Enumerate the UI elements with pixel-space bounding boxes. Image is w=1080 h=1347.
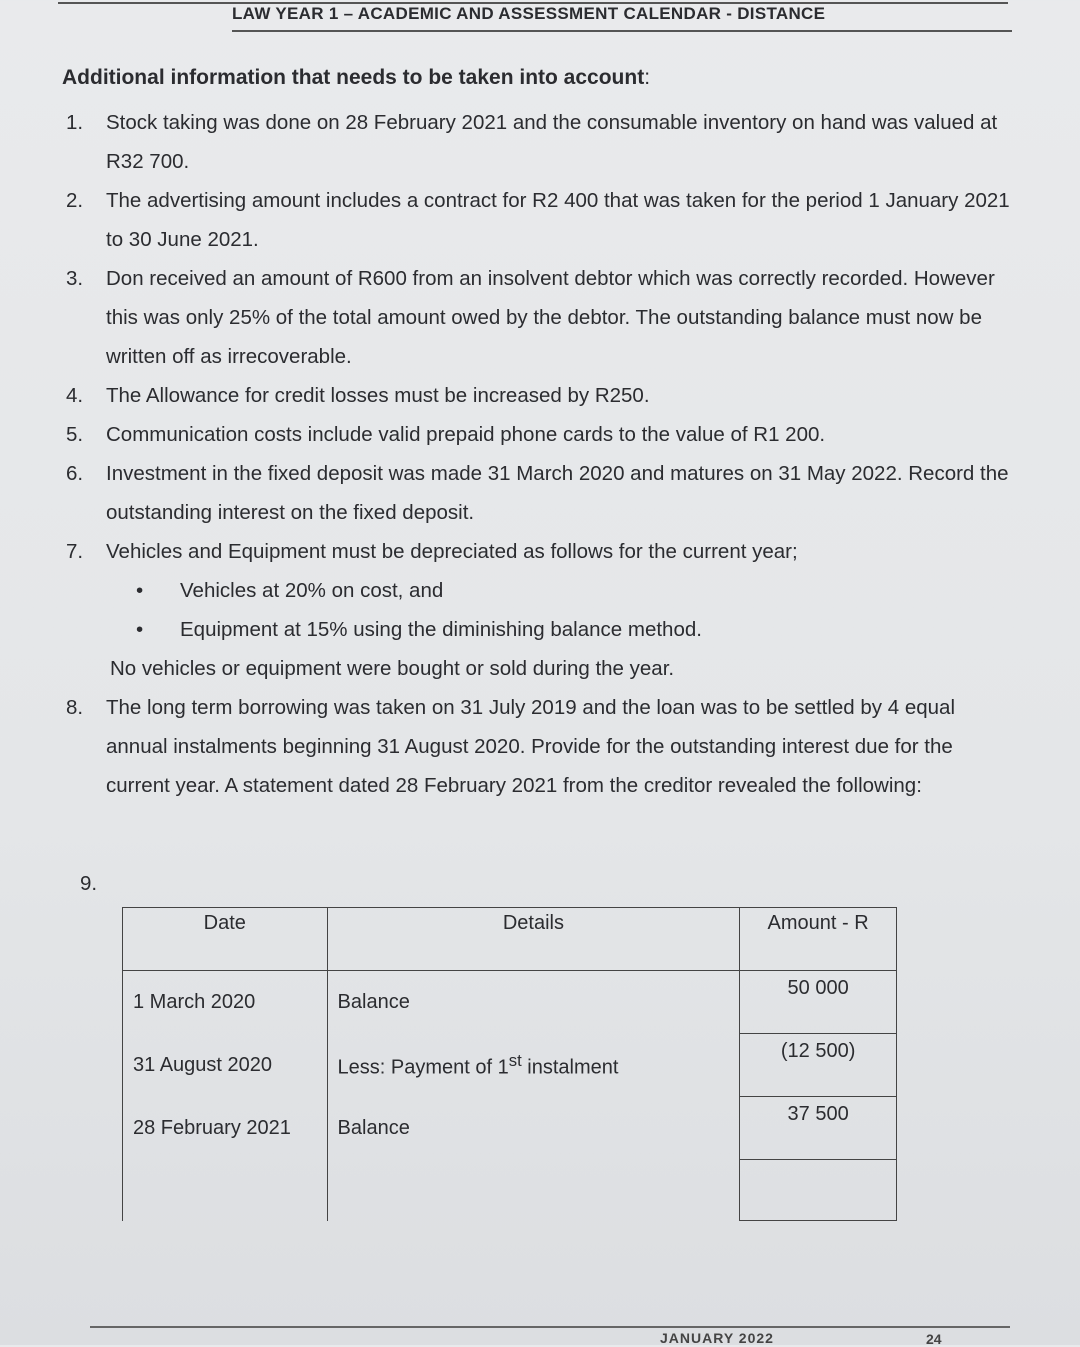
cell-empty bbox=[740, 1160, 897, 1221]
item-text: Investment in the fixed deposit was made 31 March 2020 and matures on 31 May 2022. Record the outstanding interest on the fixed deposit. bbox=[106, 462, 1009, 524]
cell-date: 31 August 2020 bbox=[123, 1034, 328, 1097]
item-text: The advertising amount includes a contract for R2 400 that was taken for the period 1 January 2021 to 30 June 2021. bbox=[106, 189, 1010, 251]
header-details: Details bbox=[327, 908, 740, 971]
item7-note: No vehicles or equipment were bought or sold during the year. bbox=[110, 657, 675, 680]
list-item bbox=[62, 181, 1012, 259]
item-text: The Allowance for credit losses must be increased by R250. bbox=[106, 384, 650, 407]
cell-details: Balance bbox=[327, 971, 740, 1034]
details-text: Less: Payment of 1 bbox=[337, 1056, 509, 1079]
footer-rule bbox=[90, 1326, 1010, 1328]
section-heading bbox=[62, 66, 650, 90]
cell-details bbox=[327, 1034, 740, 1097]
item-text: Vehicles and Equipment must be depreciated as follows for the current year; bbox=[106, 540, 798, 563]
list-item bbox=[62, 415, 1012, 454]
bullet-item bbox=[136, 610, 1012, 649]
cell-details: Balance bbox=[327, 1097, 740, 1160]
item-number: 8. bbox=[66, 696, 84, 719]
information-list bbox=[62, 103, 1012, 805]
list-item bbox=[62, 454, 1012, 532]
bullet-icon: • bbox=[136, 618, 144, 641]
cell-empty bbox=[327, 1160, 740, 1221]
item-text: Communication costs include valid prepaid phone cards to the value of R1 200. bbox=[106, 423, 826, 446]
item-text: Don received an amount of R600 from an insolvent debtor which was correctly recorded. However this was only 25% of the total amount owed by the debtor. The outstanding balance must now be written off as irrecoverable. bbox=[106, 267, 995, 368]
bullet-item bbox=[136, 571, 1012, 610]
table-row bbox=[123, 1097, 897, 1160]
page-number: 24 bbox=[926, 1331, 942, 1347]
cell-amount: 50 000 bbox=[740, 971, 897, 1034]
cell-amount: 37 500 bbox=[740, 1097, 897, 1160]
bullet-text: Vehicles at 20% on cost, and bbox=[180, 579, 444, 602]
bullet-text: Equipment at 15% using the diminishing balance method. bbox=[180, 618, 702, 641]
table-row-empty bbox=[123, 1160, 897, 1221]
footer-date: JANUARY 2022 bbox=[660, 1330, 774, 1346]
header-amount: Amount - R bbox=[740, 908, 897, 971]
header-date: Date bbox=[123, 908, 328, 971]
cell-amount: (12 500) bbox=[740, 1034, 897, 1097]
details-text-end: instalment bbox=[521, 1056, 619, 1079]
table-row bbox=[123, 1034, 897, 1097]
item-number: 2. bbox=[66, 189, 84, 212]
list-item bbox=[62, 532, 1012, 688]
list-item bbox=[62, 376, 1012, 415]
item-number: 3. bbox=[66, 267, 84, 290]
table-row bbox=[123, 971, 897, 1034]
loan-statement-table bbox=[122, 907, 897, 1221]
list-item bbox=[62, 688, 1012, 805]
item-text: Stock taking was done on 28 February 2021 and the consumable inventory on hand was valued at R32 700. bbox=[106, 111, 998, 173]
item-number: 5. bbox=[66, 423, 84, 446]
item-number: 6. bbox=[66, 462, 84, 485]
bullet-icon: • bbox=[136, 579, 144, 602]
cell-date: 1 March 2020 bbox=[123, 971, 328, 1034]
list-item bbox=[62, 103, 1012, 181]
item-text: The long term borrowing was taken on 31 July 2019 and the loan was to be settled by 4 equal annual instalments beginning 31 August 2020. Provide for the outstanding interest due for the current year. A statement dated 28 February 2021 from the creditor revealed the following: bbox=[106, 696, 956, 797]
cell-date: 28 February 2021 bbox=[123, 1097, 328, 1160]
item-number: 1. bbox=[66, 111, 84, 134]
table-header-row bbox=[123, 908, 897, 971]
item-number-9: 9. bbox=[80, 872, 98, 895]
item-number: 4. bbox=[66, 384, 84, 407]
cell-empty bbox=[123, 1160, 328, 1221]
item-number: 7. bbox=[66, 540, 84, 563]
bullet-list bbox=[106, 571, 1012, 649]
list-item bbox=[62, 259, 1012, 376]
details-superscript: st bbox=[508, 1050, 522, 1070]
heading-text: Additional information that needs to be taken into account bbox=[62, 66, 645, 89]
heading-colon: : bbox=[644, 66, 651, 89]
page-header: LAW YEAR 1 – ACADEMIC AND ASSESSMENT CALENDAR - DISTANCE bbox=[232, 4, 1012, 32]
